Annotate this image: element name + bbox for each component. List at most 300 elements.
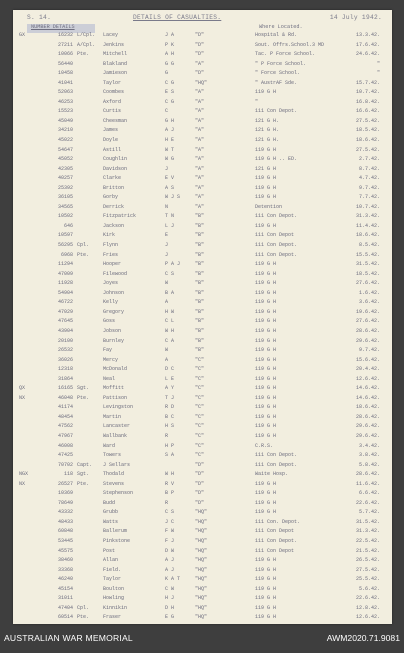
- cell-rank: Capt.: [77, 461, 93, 468]
- table-row: [13, 174, 392, 184]
- cell-company: "C": [195, 432, 205, 439]
- cell-initials: A: [165, 356, 169, 363]
- table-row: [13, 566, 392, 576]
- cell-surname: Budd: [103, 499, 116, 506]
- cell-location: 119 G H: [255, 89, 277, 96]
- cell-service-number: 56440: [57, 60, 73, 67]
- cell-location: 119 G H: [255, 280, 277, 287]
- table-row: [13, 184, 392, 194]
- cell-service-number: 46048: [57, 394, 73, 401]
- cell-surname: Moffitt: [103, 385, 125, 392]
- cell-location: 119 G H: [255, 270, 277, 277]
- cell-service-number: 48433: [57, 518, 73, 525]
- cell-company: "C": [195, 356, 205, 363]
- table-row: [13, 365, 392, 375]
- cell-company: "D": [195, 471, 205, 478]
- cell-date: 25.5.42.: [355, 576, 380, 583]
- cell-service-number: 20100: [57, 337, 73, 344]
- table-row: [13, 126, 392, 136]
- cell-surname: Cheesman: [103, 117, 128, 124]
- cell-surname: Stevens: [103, 480, 125, 487]
- cell-company: "D": [195, 41, 205, 48]
- table-row: [13, 317, 392, 327]
- table-row: [13, 518, 392, 528]
- cell-location: 119 G H: [255, 490, 277, 497]
- cell-company: "C": [195, 442, 205, 449]
- cell-initials: A H: [165, 51, 175, 58]
- table-row: [13, 432, 392, 442]
- table-row: [13, 203, 392, 213]
- table-row: [13, 375, 392, 385]
- table-row: [13, 327, 392, 337]
- cell-initials: G G: [165, 60, 175, 67]
- archive-name: AUSTRALIAN WAR MEMORIAL: [4, 633, 133, 643]
- cell-service-number: [31, 623, 73, 624]
- table-row: [13, 547, 392, 557]
- cell-company: "A": [195, 184, 205, 191]
- cell-location: 111 Con Depot.: [255, 537, 298, 544]
- cell-surname: Howling: [103, 595, 125, 602]
- table-row: [13, 384, 392, 394]
- cell-company: "A": [195, 194, 205, 201]
- cell-location: 119 G H: [255, 347, 277, 354]
- table-row: [13, 251, 392, 261]
- table-row: [13, 403, 392, 413]
- table-row: [13, 260, 392, 270]
- document-page: [13, 10, 392, 624]
- cell-company: "D": [195, 461, 205, 468]
- table-row: [13, 499, 392, 509]
- table-row: [13, 79, 392, 89]
- cell-location: 119 G H: [255, 604, 277, 611]
- table-row: [13, 604, 392, 614]
- cell-company: "C": [195, 413, 205, 420]
- cell-date: 8.5.42.: [358, 242, 380, 249]
- cell-date: 12.6.42.: [355, 614, 380, 621]
- cell-service-number: 52063: [57, 89, 73, 96]
- table-row: [13, 451, 392, 461]
- table-row: [13, 537, 392, 547]
- cell-service-number: 46253: [57, 98, 73, 105]
- cell-initials: J A: [165, 32, 175, 38]
- cell-date: 5.6.42.: [358, 585, 380, 592]
- cell-date: 3.4.42.: [358, 442, 380, 449]
- cell-company: "C": [195, 366, 205, 373]
- cell-location: 119 G H: [255, 614, 277, 621]
- cell-initials: L E: [165, 375, 175, 382]
- cell-company: "B": [195, 347, 205, 354]
- cell-company: "D": [195, 70, 205, 77]
- cell-company: "D": [195, 499, 205, 506]
- cell-location: 121 G H.: [255, 137, 280, 144]
- table-row: [13, 461, 392, 471]
- cell-location: 119 G H: [255, 308, 277, 315]
- cell-service-number: 70702: [57, 461, 73, 468]
- cell-date: 3.8.42.: [358, 452, 380, 459]
- cell-date: 4.7.42.: [358, 175, 380, 182]
- cell-company: "HQ": [195, 566, 208, 573]
- cell-date: 18.6.42.: [355, 137, 380, 144]
- cell-service-number: 47029: [57, 308, 73, 315]
- cell-location: 119 G H: [255, 432, 277, 439]
- cell-service-number: 15523: [57, 108, 73, 115]
- cell-date: 1.6.42.: [358, 289, 380, 296]
- table-row: [13, 308, 392, 318]
- cell-service-number: 11294: [57, 261, 73, 268]
- cell-initials: G H: [165, 117, 175, 124]
- cell-date: 15.7.42.: [355, 79, 380, 86]
- cell-service-number: 41174: [57, 404, 73, 411]
- cell-surname: Lancaster: [103, 423, 131, 430]
- cell-location: 119 G H: [255, 356, 277, 363]
- cell-company: "B": [195, 308, 205, 315]
- cell-initials: F W: [165, 528, 175, 535]
- cell-surname: Doyle: [103, 137, 119, 144]
- archive-footer: [0, 628, 404, 648]
- cell-initials: W T: [165, 146, 175, 153]
- cell-company: "A": [195, 108, 205, 115]
- table-row: [13, 422, 392, 432]
- cell-surname: Joyes: [103, 280, 119, 287]
- cell-service-number: 41041: [57, 79, 73, 86]
- cell-initials: W: [165, 347, 169, 354]
- cell-initials: R V: [165, 480, 175, 487]
- cell-company: "HQ": [195, 604, 208, 611]
- cell-location: 111 Con Depot.: [255, 461, 298, 468]
- table-row: [13, 117, 392, 127]
- cell-surname: Jenkins: [103, 41, 125, 48]
- cell-initials: A J: [165, 557, 175, 564]
- cell-service-number: 118: [63, 471, 73, 478]
- cell-date: 29.6.42.: [355, 423, 380, 430]
- cell-date: 24.6.42.: [355, 51, 380, 58]
- cell-location: 111 Con Depot: [255, 232, 295, 239]
- table-row: [13, 88, 392, 98]
- cell-location: 119 G H: [255, 576, 277, 583]
- cell-company: "B": [195, 318, 205, 325]
- cell-rank: Sgt.: [77, 385, 90, 392]
- table-row: [13, 527, 392, 537]
- cell-location: 121 G H.: [255, 117, 280, 124]
- cell-location: Sout. Offrs.School.3 MD: [255, 41, 325, 48]
- table-row: [13, 413, 392, 423]
- cell-service-number: 47009: [57, 270, 73, 277]
- cell-location: 111 Con Depot.: [255, 108, 298, 115]
- cell-company: "A": [195, 137, 205, 144]
- cell-initials: P A J: [165, 261, 181, 268]
- cell-surname: Pinkstone: [103, 537, 131, 544]
- cell-date: 10.7.42.: [355, 203, 380, 210]
- cell-initials: D W: [165, 547, 175, 554]
- cell-company: "C": [195, 452, 205, 459]
- cell-location: 119 G H: [255, 222, 277, 229]
- cell-initials: B C: [165, 413, 175, 420]
- cell-company: "HQ": [195, 518, 208, 525]
- cell-company: "B": [195, 337, 205, 344]
- cell-surname: Gorby: [103, 194, 119, 201]
- cell-location: 119 G H: [255, 499, 277, 506]
- cell-date: 12.8.42.: [355, 604, 380, 611]
- cell-location: 119 G H: [255, 194, 277, 201]
- cell-surname: Burnley: [103, 337, 125, 344]
- table-row: [13, 98, 392, 108]
- cell-surname: Coughlin: [103, 156, 128, 163]
- cell-date: 17.6.42.: [355, 41, 380, 48]
- cell-company: "B": [195, 251, 205, 258]
- cell-company: "A": [195, 146, 205, 153]
- cell-service-number: 16165: [57, 385, 73, 392]
- cell-service-number: 45154: [57, 585, 73, 592]
- cell-company: "D": [195, 32, 205, 38]
- table-row: [13, 60, 392, 70]
- document-title: DETAILS OF CASUALTIES.: [133, 14, 222, 21]
- cell-surname: Taylor: [103, 79, 122, 86]
- table-row: [13, 508, 392, 518]
- cell-company: "B": [195, 327, 205, 334]
- cell-initials: D H: [165, 604, 175, 611]
- cell-initials: J: [165, 251, 169, 258]
- cell-initials: N: [165, 203, 169, 210]
- cell-date: 9.7.42.: [358, 347, 380, 354]
- cell-surname: Pattison: [103, 394, 128, 401]
- cell-date: 27.5.42.: [355, 566, 380, 573]
- cell-date: 29.6.42.: [355, 432, 380, 439]
- cell-surname: Grubb: [103, 509, 119, 516]
- cell-surname: Field.: [103, 566, 122, 573]
- cell-service-number: 34210: [57, 127, 73, 134]
- cell-date: 13.3.42.: [355, 32, 380, 38]
- cell-rank: Pte.: [77, 614, 90, 621]
- cell-location: " Force School.: [255, 70, 301, 77]
- cell-initials: C W: [165, 585, 175, 592]
- cell-row-prefix: GX: [19, 32, 26, 38]
- cell-service-number: 10066: [57, 51, 73, 58]
- cell-company: "B": [195, 270, 205, 277]
- cell-service-number: 16232: [57, 32, 73, 38]
- cell-location: 119 G H: [255, 146, 277, 153]
- cell-service-number: 47425: [57, 452, 73, 459]
- cell-surname: Flynn: [103, 242, 119, 249]
- cell-date: 18.6.42.: [355, 232, 380, 239]
- cell-location: Detention: [255, 203, 283, 210]
- cell-location: Hospital & Rd.: [255, 32, 298, 38]
- cell-initials: B P: [165, 490, 175, 497]
- cell-rank: Cpl.: [77, 604, 90, 611]
- cell-company: "HQ": [195, 79, 208, 86]
- cell-date: 12.6.42.: [355, 375, 380, 382]
- cell-surname: Stephenson: [103, 490, 134, 497]
- cell-service-number: 25392: [57, 184, 73, 191]
- cell-initials: D C: [165, 366, 175, 373]
- cell-initials: C S: [165, 270, 175, 277]
- cell-service-number: 38460: [57, 557, 73, 564]
- cell-initials: T J: [165, 394, 175, 401]
- cell-initials: H E: [165, 137, 175, 144]
- cell-surname: Derrick: [103, 203, 125, 210]
- cell-location: 119 G H: [255, 366, 277, 373]
- cell-surname: Jamieson: [103, 70, 128, 77]
- cell-surname: Filewood: [103, 270, 128, 277]
- cell-company: "B": [195, 289, 205, 296]
- cell-date: 27.5.42.: [355, 146, 380, 153]
- cell-initials: J: [165, 165, 169, 172]
- cell-location: 119 G H: [255, 557, 277, 564]
- table-row: [13, 442, 392, 452]
- cell-location: 119 G H: [255, 299, 277, 306]
- cell-initials: W H: [165, 327, 175, 334]
- cell-initials: E G: [165, 614, 175, 621]
- cell-surname: Martin: [103, 413, 122, 420]
- cell-surname: Coombes: [103, 89, 125, 96]
- cell-surname: Fay: [103, 347, 113, 354]
- cell-location: 119 G H: [255, 394, 277, 401]
- table-row: [13, 231, 392, 241]
- cell-service-number: 54647: [57, 146, 73, 153]
- cell-rank: Pte.: [77, 394, 90, 401]
- cell-surname: Lacey: [103, 32, 119, 38]
- cell-company: "A": [195, 89, 205, 96]
- cell-service-number: 54904: [57, 289, 73, 296]
- cell-surname: Axford: [103, 98, 122, 105]
- cell-company: "C": [195, 375, 205, 382]
- cell-initials: C: [165, 108, 169, 115]
- table-row: [13, 146, 392, 156]
- table-row: [13, 69, 392, 79]
- table-row: [13, 585, 392, 595]
- cell-company: "A": [195, 156, 205, 163]
- cell-date: 26.5.42.: [355, 557, 380, 564]
- cell-service-number: 31011: [57, 595, 73, 602]
- cell-initials: P K: [165, 41, 175, 48]
- table-row: [13, 470, 392, 480]
- cell-service-number: 10597: [57, 232, 73, 239]
- cell-initials: C A: [165, 337, 175, 344]
- cell-date: 14.6.42.: [355, 385, 380, 392]
- cell-initials: C G: [165, 79, 175, 86]
- cell-service-number: 10502: [57, 213, 73, 220]
- document-reference: S. 14.: [27, 14, 52, 21]
- cell-location: 111 Con Depot.: [255, 242, 298, 249]
- cell-company: "A": [195, 203, 205, 210]
- cell-rank: [77, 623, 101, 624]
- cell-company: "HQ": [195, 595, 208, 602]
- cell-date: 6.6.42.: [358, 490, 380, 497]
- cell-date: 16.8.42.: [355, 98, 380, 105]
- cell-initials: F J: [165, 537, 175, 544]
- cell-initials: W: [165, 280, 169, 287]
- cell-company: "C": [195, 423, 205, 430]
- cell-service-number: 36026: [57, 356, 73, 363]
- cell-location: C.R.S.: [255, 442, 274, 449]
- cell-service-number: 26532: [57, 347, 73, 354]
- table-row: [13, 212, 392, 222]
- cell-initials: L J: [165, 222, 175, 229]
- cell-date: 27.6.42.: [355, 280, 380, 287]
- table-row: [13, 270, 392, 280]
- cell-location: ": [255, 98, 259, 105]
- cell-location: 119 G H: [255, 595, 277, 602]
- table-row: [13, 346, 392, 356]
- cell-location: 121 G H.: [255, 127, 280, 134]
- cell-surname: Thodald: [103, 471, 125, 478]
- cell-surname: Mitchell: [103, 51, 128, 58]
- cell-initials: A J: [165, 566, 175, 573]
- cell-initials: J C: [165, 518, 175, 525]
- cell-initials: [165, 623, 193, 624]
- cell-service-number: 33368: [57, 566, 73, 573]
- cell-surname: Jackson: [103, 222, 125, 229]
- cell-service-number: 56295: [57, 242, 73, 249]
- cell-service-number: 10458: [57, 70, 73, 77]
- cell-service-number: 6968: [60, 251, 73, 258]
- cell-service-number: 27211: [57, 41, 73, 48]
- cell-company: "C": [195, 404, 205, 411]
- cell-service-number: 45049: [57, 117, 73, 124]
- table-row: [13, 394, 392, 404]
- cell-date: 14.6.42.: [355, 394, 380, 401]
- column-heading-location: Where Located.: [259, 24, 303, 30]
- cell-surname: Kinnikin: [103, 604, 128, 611]
- cell-surname: Kelly: [103, 299, 119, 306]
- table-row: [13, 50, 392, 60]
- cell-rank: Cpl.: [77, 242, 90, 249]
- cell-date: 22.6.42.: [355, 595, 380, 602]
- cell-rank: Pte.: [77, 51, 90, 58]
- cell-surname: Taylor: [103, 576, 122, 583]
- cell-initials: C S: [165, 509, 175, 516]
- cell-date: 11.4.42.: [355, 222, 380, 229]
- cell-date: ": [376, 70, 380, 77]
- cell-date: 18.5.42.: [355, 127, 380, 134]
- table-row: [13, 155, 392, 165]
- cell-service-number: 47967: [57, 432, 73, 439]
- cell-service-number: 48454: [57, 413, 73, 420]
- cell-service-number: 60848: [57, 528, 73, 535]
- cell-initials: J: [165, 242, 169, 249]
- cell-surname: Fries: [103, 251, 119, 258]
- table-row: [13, 289, 392, 299]
- cell-surname: Astill: [103, 146, 122, 153]
- cell-date: 29.6.42.: [355, 337, 380, 344]
- cell-initials: K A T: [165, 576, 181, 583]
- cell-initials: W J S: [165, 194, 181, 201]
- cell-date: 21.5.42.: [355, 547, 380, 554]
- cell-rank: A/Cpl.: [77, 41, 96, 48]
- cell-location: 119 G H: [255, 509, 277, 516]
- table-row: [13, 241, 392, 251]
- cell-date: 10.7.42.: [355, 89, 380, 96]
- cell-date: 28.6.42.: [355, 413, 380, 420]
- cell-initials: H P: [165, 442, 175, 449]
- cell-company: "B": [195, 242, 205, 249]
- cell-surname: Kirk: [103, 232, 116, 239]
- cell-date: 9.7.42.: [358, 184, 380, 191]
- cell-service-number: 46240: [57, 576, 73, 583]
- cell-row-prefix: QX: [19, 385, 26, 392]
- cell-location: 111 Con Depot: [255, 547, 295, 554]
- cell-company: "B": [195, 280, 205, 287]
- cell-date: 7.7.42.: [358, 194, 380, 201]
- cell-company: "B": [195, 222, 205, 229]
- cell-date: [340, 623, 380, 624]
- cell-initials: E V: [165, 175, 175, 182]
- cell-date: 5.7.42.: [358, 509, 380, 516]
- cell-surname: Mercy: [103, 356, 119, 363]
- cell-initials: G: [165, 70, 169, 77]
- cell-company: "A": [195, 117, 205, 124]
- cell-service-number: 46722: [57, 299, 73, 306]
- cell-company: "B": [195, 261, 205, 268]
